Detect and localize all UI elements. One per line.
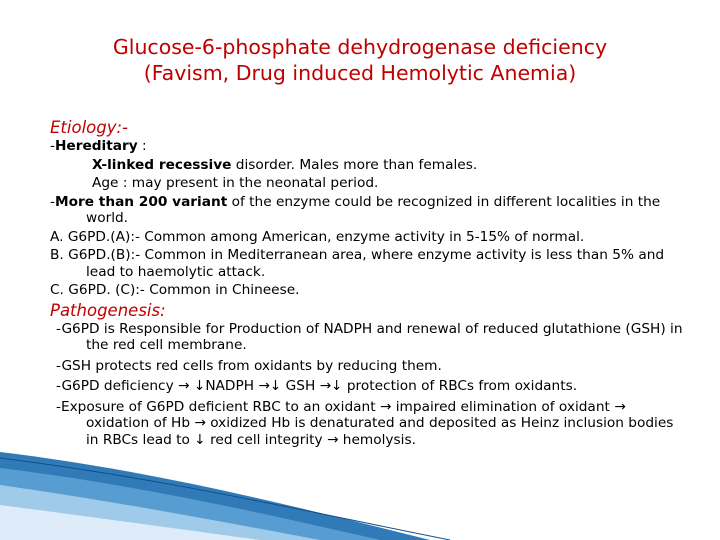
pathogenesis-item: -GSH protects red cells from oxidants by reducing them.: [56, 357, 442, 374]
variant-c: C. G6PD. (C):- Common in Chineese.: [50, 282, 300, 298]
variant-label: More than 200 variant: [54, 193, 228, 210]
xlinked-line: [50, 157, 690, 174]
pathogenesis-heading: Pathogenesis:: [50, 300, 166, 320]
variant-line: [50, 194, 690, 227]
xlinked-label: X-linked recessive: [92, 156, 232, 173]
hereditary-label: Hereditary: [54, 138, 138, 154]
pathogenesis-item: -G6PD deficiency → ↓NADPH →↓ GSH →↓ protection of RBCs from oxidants.: [56, 378, 578, 394]
decorative-wave-graphic: [0, 450, 720, 540]
variant-b: B. G6PD.(B):- Common in Mediterranean area, where enzyme activity is less than 5% and lead to haemolytic attack.: [50, 247, 665, 280]
pathogenesis-item: -G6PD is Responsible for Production of NADPH and renewal of reduced glutathione (GSH) in the red cell membrane.: [56, 320, 683, 353]
etiology-heading: Etiology:-: [50, 118, 129, 137]
pathogenesis-item: -Exposure of G6PD deficient RBC to an oxidant → impaired elimination of oxidant → oxidation of Hb → oxidized Hb is denaturated and deposited as Heinz inclusion bodies in RBCs lead to ↓ red cell integrity → hemolysis.: [56, 398, 674, 448]
age-line: Age : may present in the neonatal period.: [92, 175, 379, 191]
hereditary-suffix: :: [137, 138, 147, 154]
slide-title: [40, 34, 680, 86]
variant-prefix: -: [50, 193, 55, 210]
title-line-1: Glucose-6-phosphate dehydrogenase deficiency: [112, 35, 608, 59]
variant-text: of the enzyme could be recognized in different localities in the world.: [86, 193, 661, 226]
hereditary-prefix: -: [50, 138, 55, 154]
title-line-2: (Favism, Drug induced Hemolytic Anemia): [143, 61, 577, 85]
variant-a: A. G6PD.(A):- Common among American, enzyme activity in 5-15% of normal.: [50, 228, 585, 245]
xlinked-text: disorder. Males more than females.: [231, 156, 478, 173]
slide-body: [50, 118, 690, 448]
hereditary-line: [50, 138, 690, 155]
